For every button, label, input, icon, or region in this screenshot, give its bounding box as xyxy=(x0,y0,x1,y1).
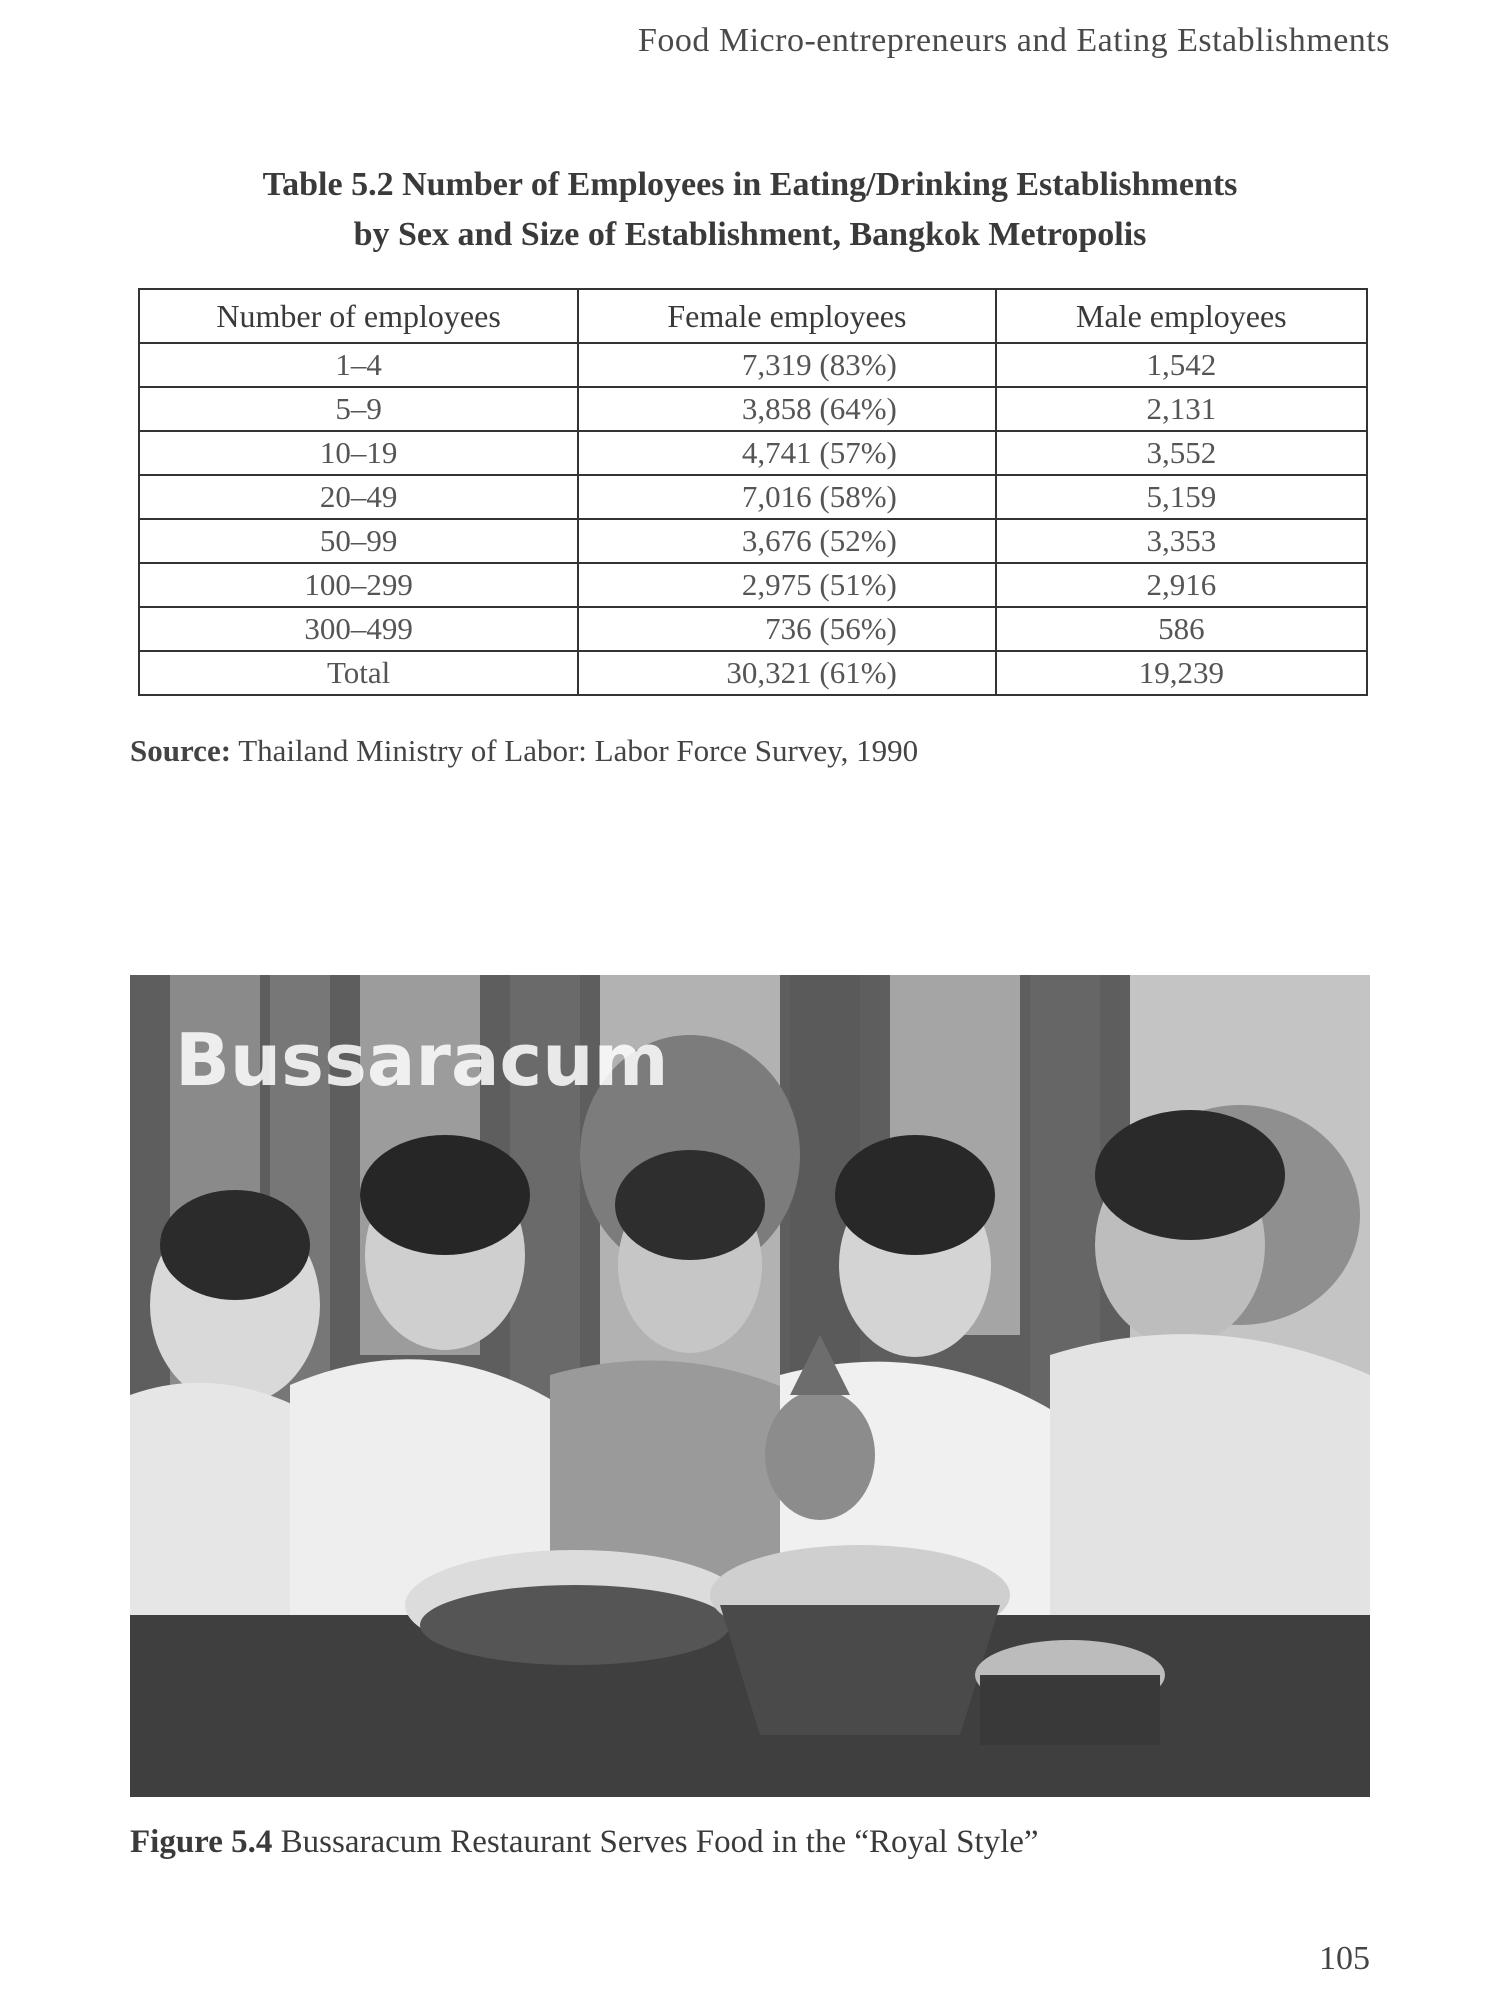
cell-female xyxy=(578,475,995,519)
cell-female-value: 736 (56%) xyxy=(765,611,897,646)
cell-male: 2,916 xyxy=(996,563,1367,607)
cell-female xyxy=(578,343,995,387)
cell-male: 586 xyxy=(996,607,1367,651)
cell-female-value: 4,741 (57%) xyxy=(741,435,897,470)
table-row xyxy=(139,519,1367,563)
table-header-row xyxy=(139,289,1367,343)
svg-text:Bussaracum: Bussaracum xyxy=(175,1018,669,1102)
employees-table xyxy=(138,288,1368,696)
cell-size: Total xyxy=(139,651,578,695)
restaurant-photo xyxy=(130,975,1370,1797)
table-title xyxy=(140,160,1360,260)
table-row xyxy=(139,475,1367,519)
table-row xyxy=(139,431,1367,475)
cell-female xyxy=(578,563,995,607)
cell-size: 300–499 xyxy=(139,607,578,651)
cell-male: 1,542 xyxy=(996,343,1367,387)
cell-male: 3,353 xyxy=(996,519,1367,563)
cell-female-value: 3,676 (52%) xyxy=(741,523,897,558)
column-header-female: Female employees xyxy=(578,289,995,343)
cell-female-value: 2,975 (51%) xyxy=(741,567,897,602)
cell-female xyxy=(578,651,995,695)
cell-size: 50–99 xyxy=(139,519,578,563)
table-row xyxy=(139,343,1367,387)
cell-size: 100–299 xyxy=(139,563,578,607)
table-source xyxy=(130,733,918,769)
table-row-total xyxy=(139,651,1367,695)
running-head: Food Micro-entrepreneurs and Eating Establishments xyxy=(637,22,1390,59)
cell-female-value: 30,321 (61%) xyxy=(726,655,897,690)
cell-male: 2,131 xyxy=(996,387,1367,431)
page-number: 105 xyxy=(1319,1940,1370,1977)
cell-female-value: 7,016 (58%) xyxy=(741,479,897,514)
figure-caption xyxy=(130,1824,1039,1861)
cell-male: 3,552 xyxy=(996,431,1367,475)
column-header-male: Male employees xyxy=(996,289,1367,343)
cell-male: 19,239 xyxy=(996,651,1367,695)
cell-female xyxy=(578,519,995,563)
cell-female xyxy=(578,387,995,431)
table-row xyxy=(139,607,1367,651)
cell-female xyxy=(578,607,995,651)
cell-size: 5–9 xyxy=(139,387,578,431)
table-title-line-2: by Sex and Size of Establishment, Bangkok Metropolis xyxy=(353,216,1147,253)
cell-size: 20–49 xyxy=(139,475,578,519)
table-row xyxy=(139,387,1367,431)
figure-caption-label: Figure 5.4 xyxy=(130,1824,273,1860)
cell-female-value: 7,319 (83%) xyxy=(741,347,897,382)
cell-female xyxy=(578,431,995,475)
figure-caption-text: Bussaracum Restaurant Serves Food in the “Royal Style” xyxy=(280,1824,1039,1860)
cell-size: 10–19 xyxy=(139,431,578,475)
source-label: Source: xyxy=(130,733,232,768)
cell-male: 5,159 xyxy=(996,475,1367,519)
column-header-size: Number of employees xyxy=(139,289,578,343)
bussaracum-watermark xyxy=(130,975,1370,1797)
source-text: Thailand Ministry of Labor: Labor Force Survey, 1990 xyxy=(238,733,919,768)
table-row xyxy=(139,563,1367,607)
cell-female-value: 3,858 (64%) xyxy=(741,391,897,426)
cell-size: 1–4 xyxy=(139,343,578,387)
table-title-line-1: Table 5.2 Number of Employees in Eating/Drinking Establishments xyxy=(262,166,1238,203)
